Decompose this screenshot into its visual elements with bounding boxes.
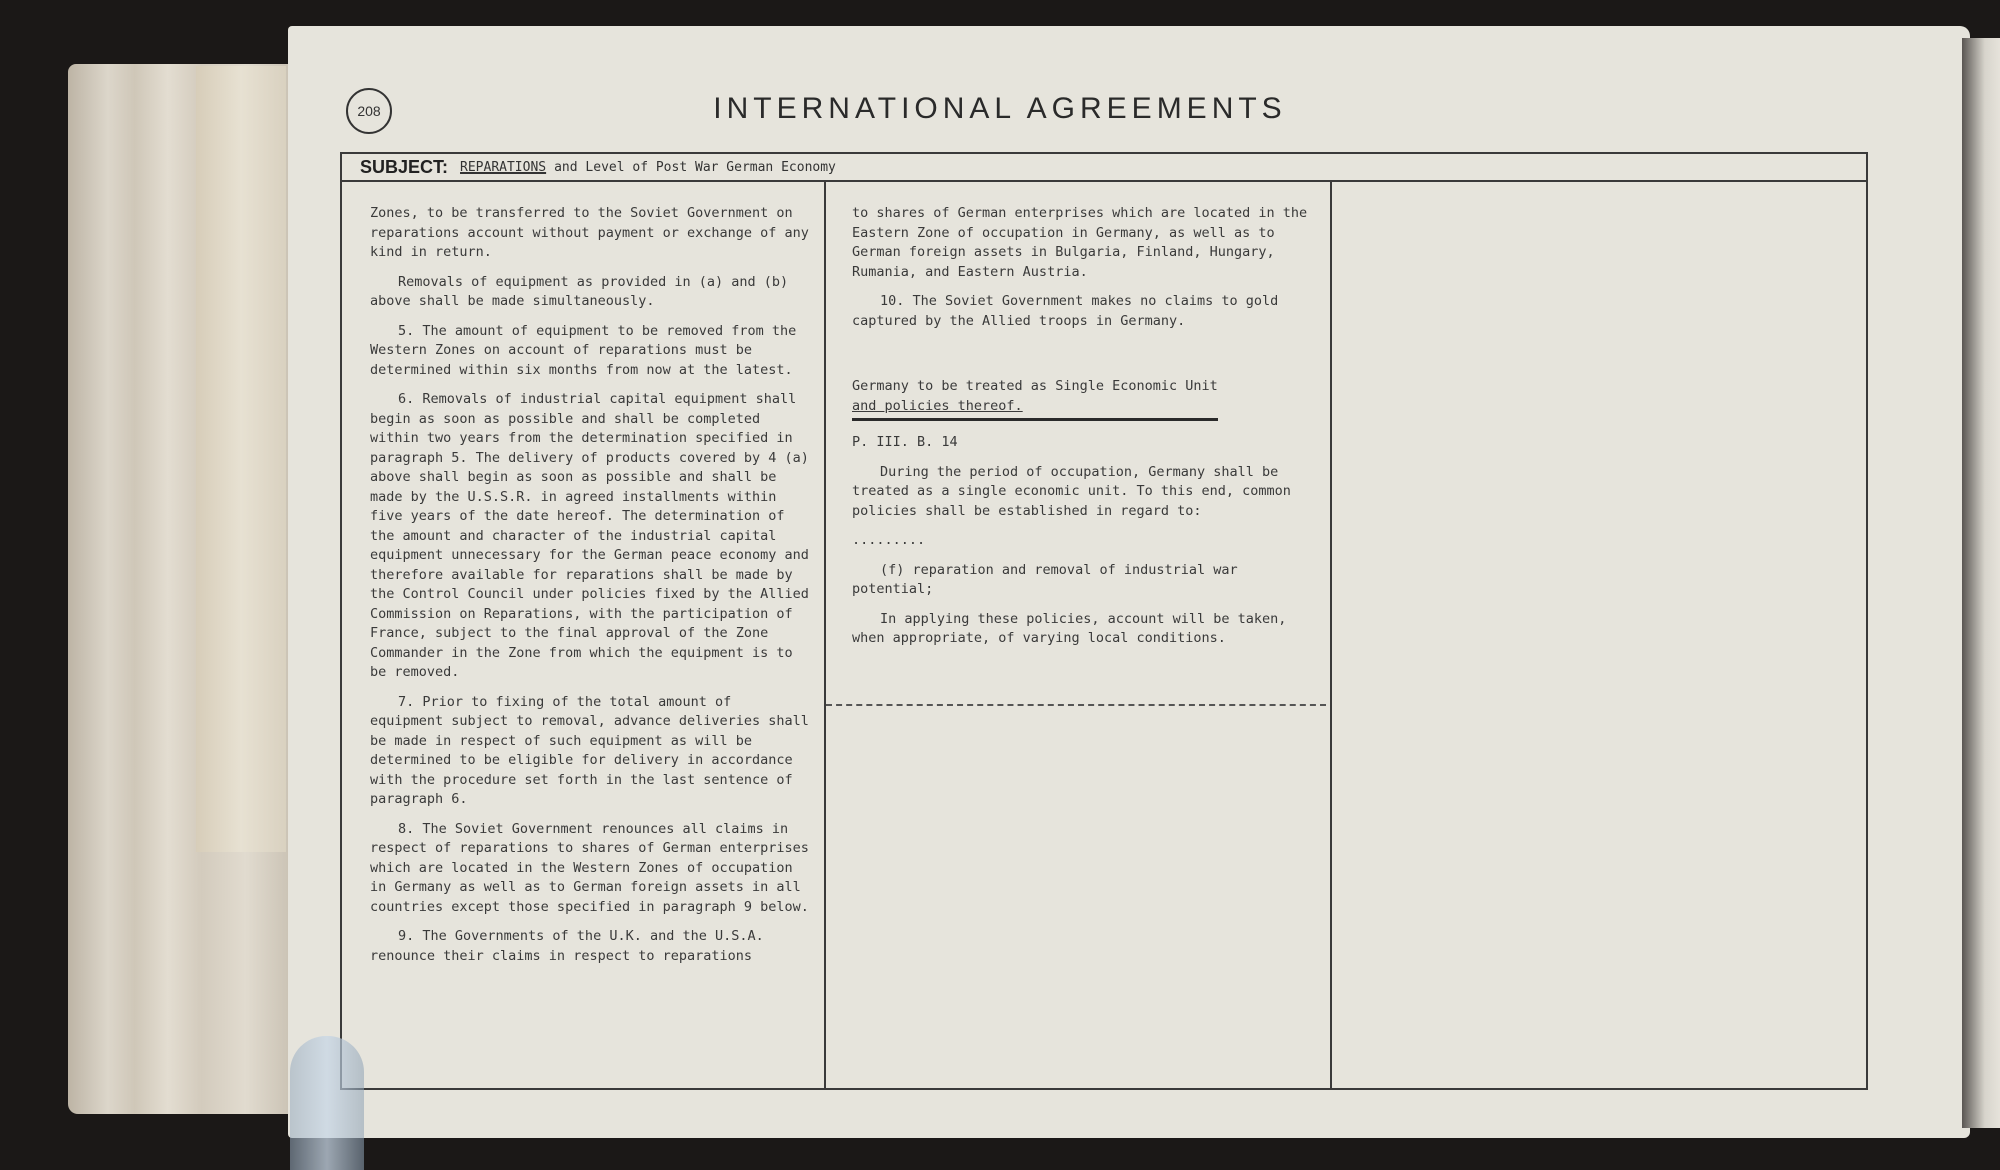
running-head: INTERNATIONAL AGREEMENTS [713, 92, 1287, 125]
column-rule-2 [1330, 182, 1332, 1088]
col1-paragraph: 5. The amount of equipment to be removed from the Western Zones on account of reparations must be determined within six months from now at the latest. [370, 322, 797, 378]
dashed-divider [826, 704, 1326, 706]
col2-paragraph: to shares of German enterprises which are located in the Eastern Zone of occupation in Germany, as well as to German foreign assets in Bulgaria, Finland, Hungary, Rumania, and Eastern Austria. [852, 205, 1308, 280]
col1-paragraph: 7. Prior to fixing of the total amount of equipment subject to removal, advance deliveries shall be made in respect of such equipment as will be determined to be eligible for delivery in accordance with the procedure set forth in the last sentence of paragraph 6. [370, 693, 809, 807]
page-stack-edge [68, 64, 290, 1114]
page-number: 208 [346, 88, 392, 134]
col1-paragraph: Zones, to be transferred to the Soviet Government on reparations account without payment or exchange of any kind in return. [370, 205, 809, 260]
section-heading-line: and policies thereof. [852, 397, 1023, 414]
col2-paragraph: In applying these policies, account will be taken, when appropriate, of varying local conditions. [852, 610, 1287, 646]
book-stand [290, 1036, 364, 1170]
col1-paragraph: 6. Removals of industrial capital equipment shall begin as soon as possible and shall be completed within two years from the determination specified in paragraph 5. The delivery of products covered by 4 (a) above shall begin as soon as possible and shall be made by the U.S.S.R. in agreed installments within five years of the date hereof. The determination of the amount and character of the industrial capital equipment unnecessary for the German peace economy and therefore available for reparations shall be made by the Control Council under policies fixed by the Allied Commission on Reparations, with the participation of France, subject to the final approval of the Zone Commander in the Zone from which the equipment is to be removed. [370, 391, 809, 680]
col1-paragraph: 9. The Governments of the U.K. and the U.S.A. renounce their claims in respect to reparations [370, 928, 764, 964]
column-rule-1 [824, 182, 826, 1088]
book-gutter [1962, 38, 2000, 1128]
subject-topic: REPARATIONS [460, 159, 547, 175]
col2-paragraph: 10. The Soviet Government makes no claims to gold captured by the Allied troops in Germany. [852, 293, 1279, 329]
page-frame [340, 152, 1868, 1090]
subject-rest: and Level of Post War German Economy [554, 159, 836, 175]
section-heading-line: Germany to be treated as Single Economic Unit [852, 378, 1218, 394]
section-heading [852, 377, 1218, 421]
subject-label: SUBJECT: [360, 156, 449, 177]
ellipsis-line: ......... [852, 532, 926, 548]
col1-paragraph: 8. The Soviet Government renounces all claims in respect of reparations to shares of German enterprises which are located in the Western Zones of occupation in Germany as well as to German foreign assets in all countries except those specified in paragraph 9 below. [370, 820, 809, 915]
subject-bar [342, 154, 1866, 182]
column-2 [852, 204, 1312, 659]
section-reference: P. III. B. 14 [852, 434, 958, 450]
column-1 [370, 204, 810, 976]
col2-paragraph: During the period of occupation, Germany shall be treated as a single economic unit. To this end, common policies shall be established in regard to: [852, 463, 1291, 519]
col1-paragraph: Removals of equipment as provided in (a) and (b) above shall be made simultaneously. [370, 273, 789, 309]
col2-paragraph: (f) reparation and removal of industrial war potential; [852, 561, 1238, 597]
